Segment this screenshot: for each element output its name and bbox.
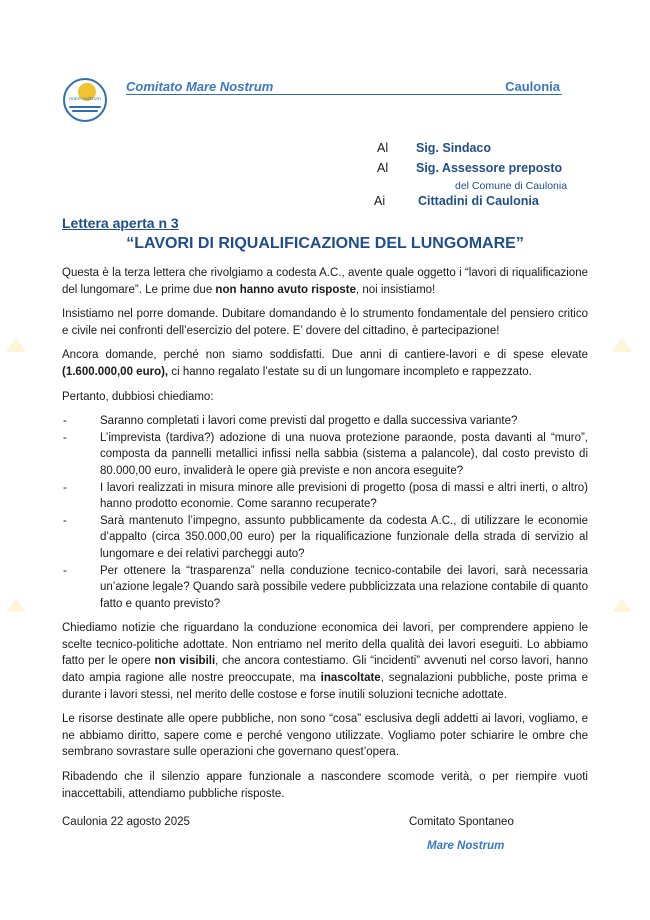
cost-amount: (1.600.000,00 euro), <box>62 365 169 378</box>
emphasis-text: non hanno avuto risposte <box>215 283 356 296</box>
letter-body <box>62 265 588 810</box>
addressee-subline: del Comune di Caulonia <box>455 180 568 192</box>
wave-icon <box>72 110 98 112</box>
wave-icon <box>69 106 101 108</box>
signature-line: Comitato Spontaneo <box>409 816 514 828</box>
letter-title: “LAVORI DI RIQUALIFICAZIONE DEL LUNGOMARE” <box>126 235 524 252</box>
watermark-shape <box>6 338 26 352</box>
paragraph-questions-intro: Pertanto, dubbiosi chiediamo: <box>62 390 214 403</box>
paragraph-economic-management: Chiediamo notizie che riguardano la conduzione economica dei lavori, per comprendere appieno le scelte tecnico-politiche adottate. Non entriamo nel merito della qualità dei lavori eseguiti. Lo abbiamo fatto per le opere non visibili, che ancora contestiamo. Gli “incidenti” avvenuti nel corso lavori, hanno dato ampia ragione alle nostre preoccupate, ma inascoltate, segnalazioni pubbliche, poste prima e durante i lavori stessi, nel merito delle costose e forse inutili soluzioni tecniche adottate. <box>62 622 588 701</box>
questions-list <box>62 413 588 612</box>
list-item: - Sarà mantenuto l’impegno, assunto pubblicamente da codesta A.C., di utilizzare le economie d’appalto (circa 350.000,00 euro) per la riqualificazione funzionale della strada di servizio al lungomare e dei relativi parcheggi auto? <box>62 513 588 563</box>
addressee-name: Sig. Assessore preposto <box>416 161 563 175</box>
addressee-prefix: Ai <box>374 194 386 208</box>
watermark-shape <box>6 598 26 612</box>
emphasis-text: inascoltate <box>320 672 381 685</box>
list-item: - I lavori realizzati in misura minore alle previsioni di progetto (posa di massi e altri inerti, o altro) hanno prodotto economie. Come saranno recuperate? <box>62 480 588 513</box>
signature-organization: Mare Nostrum <box>427 840 505 852</box>
letterhead <box>126 79 562 95</box>
paragraph-critical-thinking: Insistiamo nel porre domande. Dubitare domandando è lo strumento fondamentale del pensiero critico e civile nei confronti dell’esercizio del potere. E’ dovere del cittadino, è partecipazione! <box>62 308 588 337</box>
emphasis-text: non visibili <box>154 655 216 668</box>
paragraph-intro: Questa è la terza lettera che rivolgiamo a codesta A.C., avente quale oggetto i “lavori di riqualificazione del lungomare”. Le prime due non hanno avuto risposte, noi insistiamo! <box>62 267 588 296</box>
letterhead-city: Caulonia <box>505 79 560 94</box>
watermark-shape <box>612 598 632 612</box>
addressee-name: Cittadini di Caulonia <box>418 194 539 208</box>
addressee-prefix: Al <box>377 141 389 155</box>
addressee-name: Sig. Sindaco <box>416 141 492 155</box>
list-item: - Saranno completati i lavori come previsti dal progetto e dalla successiva variante? <box>62 413 588 430</box>
logo-text: mare nostrum <box>69 97 101 102</box>
letter-date: Caulonia 22 agosto 2025 <box>62 816 190 828</box>
paragraph-closing: Ribadendo che il silenzio appare funzionale a nascondere scomode verità, o per riempire vuoti inaccettabili, attendiamo pubbliche risposte. <box>62 771 588 800</box>
letter-number-label: Lettera aperta n 3 <box>62 215 179 231</box>
letterhead-organization: Comitato Mare Nostrum <box>126 79 274 94</box>
paragraph-costs: Ancora domande, perché non siamo soddisfatti. Due anni di cantiere-lavori e di spese elevate (1.600.000,00 euro), ci hanno regalato l’estate su di un lungomare incompleto e rappezzato. <box>62 349 588 378</box>
list-item: - L’imprevista (tardiva?) adozione di una nuova protezione paraonde, posta davanti al “muro”, composta da pannelli metallici infissi nella sabbia (sistema a palancole), dal costo previsto di 80.000,00 euro, invaliderà le opere già previste e non ancora eseguite? <box>62 430 588 480</box>
addressee-prefix: Al <box>377 161 389 175</box>
paragraph-public-resources: Le risorse destinate alle opere pubbliche, non sono “cosa” esclusiva degli addetti ai lavori, vogliamo, e ne abbiamo diritto, sapere come e perché vengono utilizzate. Vogliamo poter schiarire le ombre che sembrano sovrastare sulle operazioni che governano quest’opera. <box>62 713 588 759</box>
list-item: - Per ottenere la “trasparenza” nella conduzione tecnico-contabile dei lavori, sarà necessaria un’azione legale? Quando sarà possibile vedere pubblicizzata una relazione contabile di quanto fatto e quanto previsto? <box>62 563 588 613</box>
watermark-shape <box>612 338 632 352</box>
organization-logo <box>63 78 107 122</box>
